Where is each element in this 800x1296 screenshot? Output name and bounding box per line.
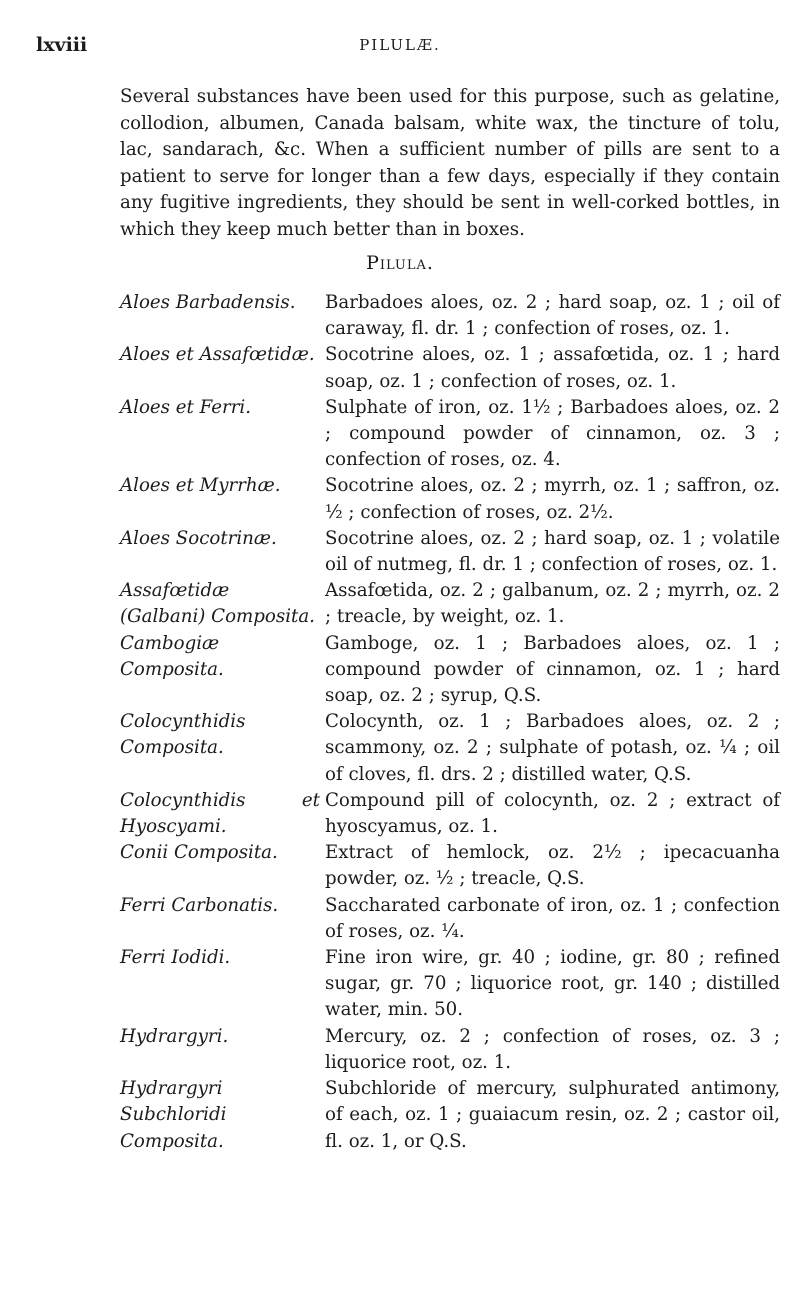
formula-entry	[120, 709, 780, 788]
formula-description: Assafœtida, oz. 2 ; galbanum, oz. 2 ; myrrh, oz. 2 ; treacle, by weight, oz. 1.	[325, 580, 780, 628]
formula-entry	[120, 395, 780, 474]
formula-entry	[120, 945, 780, 1024]
formula-description: Socotrine aloes, oz. 2 ; myrrh, oz. 1 ; saffron, oz. ½ ; confection of roses, oz. 2½.	[325, 475, 780, 523]
formula-description: Colocynth, oz. 1 ; Barbadoes aloes, oz. 2 ; scammony, oz. 2 ; sulphate of potash, oz. ¼ ; oil of cloves, fl. drs. 2 ; distilled water, Q.S.	[325, 711, 780, 785]
formula-name: Colocynthidis et Hyoscyami.	[120, 789, 320, 838]
formula-description: Socotrine aloes, oz. 1 ; assafœtida, oz. 1 ; hard soap, oz. 1 ; confection of roses, oz. 1.	[325, 344, 780, 392]
formula-name: Assafœtidæ (Galbani) Composita.	[120, 580, 315, 628]
formula-name: Hydrargyri.	[120, 1025, 229, 1047]
formula-name: Aloes Socotrinæ.	[120, 527, 277, 549]
formula-name: Ferri Carbonatis.	[120, 894, 279, 916]
formula-list	[120, 290, 780, 1155]
formula-entry	[120, 840, 780, 892]
formula-entry	[120, 1024, 780, 1076]
formula-entry	[120, 631, 780, 710]
page-header	[36, 34, 764, 68]
formula-description: Sulphate of iron, oz. 1½ ; Barbadoes aloes, oz. 2 ; compound powder of cinnamon, oz. 3 ; confection of roses, oz. 4.	[325, 396, 780, 471]
formula-entry	[120, 342, 780, 394]
formula-name: Cambogiæ Composita.	[120, 632, 224, 680]
intro-paragraph: Several substances have been used for this purpose, such as gelatine, collodion, albumen, Canada balsam, white wax, the tincture of tolu, lac, sandarach, &c. When a sufficient number of pills are sent to a patient to serve for longer than a few days, especially if they contain any fugitive ingredients, they should be sent in well-corked bottles, in which they keep much better than in boxes.	[120, 86, 780, 240]
formula-entry	[120, 473, 780, 525]
formula-name: Ferri Iodidi.	[120, 947, 231, 969]
page-number: lxviii	[36, 34, 88, 56]
formula-description: Subchloride of mercury, sulphurated antimony, of each, oz. 1 ; guaiacum resin, oz. 2 ; castor oil, fl. oz. 1, or Q.S.	[325, 1078, 780, 1152]
formula-description: Barbadoes aloes, oz. 2 ; hard soap, oz. 1 ; oil of caraway, fl. dr. 1 ; confection of roses, oz. 1.	[325, 292, 780, 340]
formula-name: Aloes Barbadensis.	[120, 292, 296, 313]
formula-description: Compound pill of colocynth, oz. 2 ; extract of hyoscyamus, oz. 1.	[325, 789, 780, 838]
formula-name: Colocynthidis Composita.	[120, 711, 246, 759]
formula-description: Socotrine aloes, oz. 2 ; hard soap, oz. 1 ; volatile oil of nutmeg, fl. dr. 1 ; confection of roses, oz. 1.	[325, 527, 780, 576]
formula-entry	[120, 1076, 780, 1155]
formula-description: Extract of hemlock, oz. 2½ ; ipecacuanha powder, oz. ½ ; treacle, Q.S.	[325, 842, 780, 890]
formula-name: Aloes et Myrrhæ.	[120, 475, 281, 497]
formula-description: Fine iron wire, gr. 40 ; iodine, gr. 80 ; refined sugar, gr. 70 ; liquorice root, gr. 140 ; distilled water, min. 50.	[325, 947, 780, 1021]
formula-description: Saccharated carbonate of iron, oz. 1 ; confection of roses, oz. ¼.	[325, 894, 780, 942]
formula-entry	[120, 290, 780, 342]
formula-description: Mercury, oz. 2 ; confection of roses, oz. 3 ; liquorice root, oz. 1.	[325, 1025, 780, 1073]
formula-name: Hydrargyri Subchloridi Composita.	[120, 1078, 227, 1152]
formula-name: Aloes et Assafœtidæ.	[120, 344, 315, 366]
formula-name: Conii Composita.	[120, 842, 278, 864]
formula-description: Gamboge, oz. 1 ; Barbadoes aloes, oz. 1 ; compound powder of cinnamon, oz. 1 ; hard soap, oz. 2 ; syrup, Q.S.	[325, 632, 780, 707]
formula-name: Aloes et Ferri.	[120, 396, 252, 418]
section-title: Pilula.	[366, 252, 434, 274]
formula-entry	[120, 893, 780, 945]
formula-entry	[120, 788, 780, 840]
formula-entry	[120, 526, 780, 578]
formula-entry	[120, 578, 780, 630]
running-title: PILULÆ.	[359, 36, 441, 54]
